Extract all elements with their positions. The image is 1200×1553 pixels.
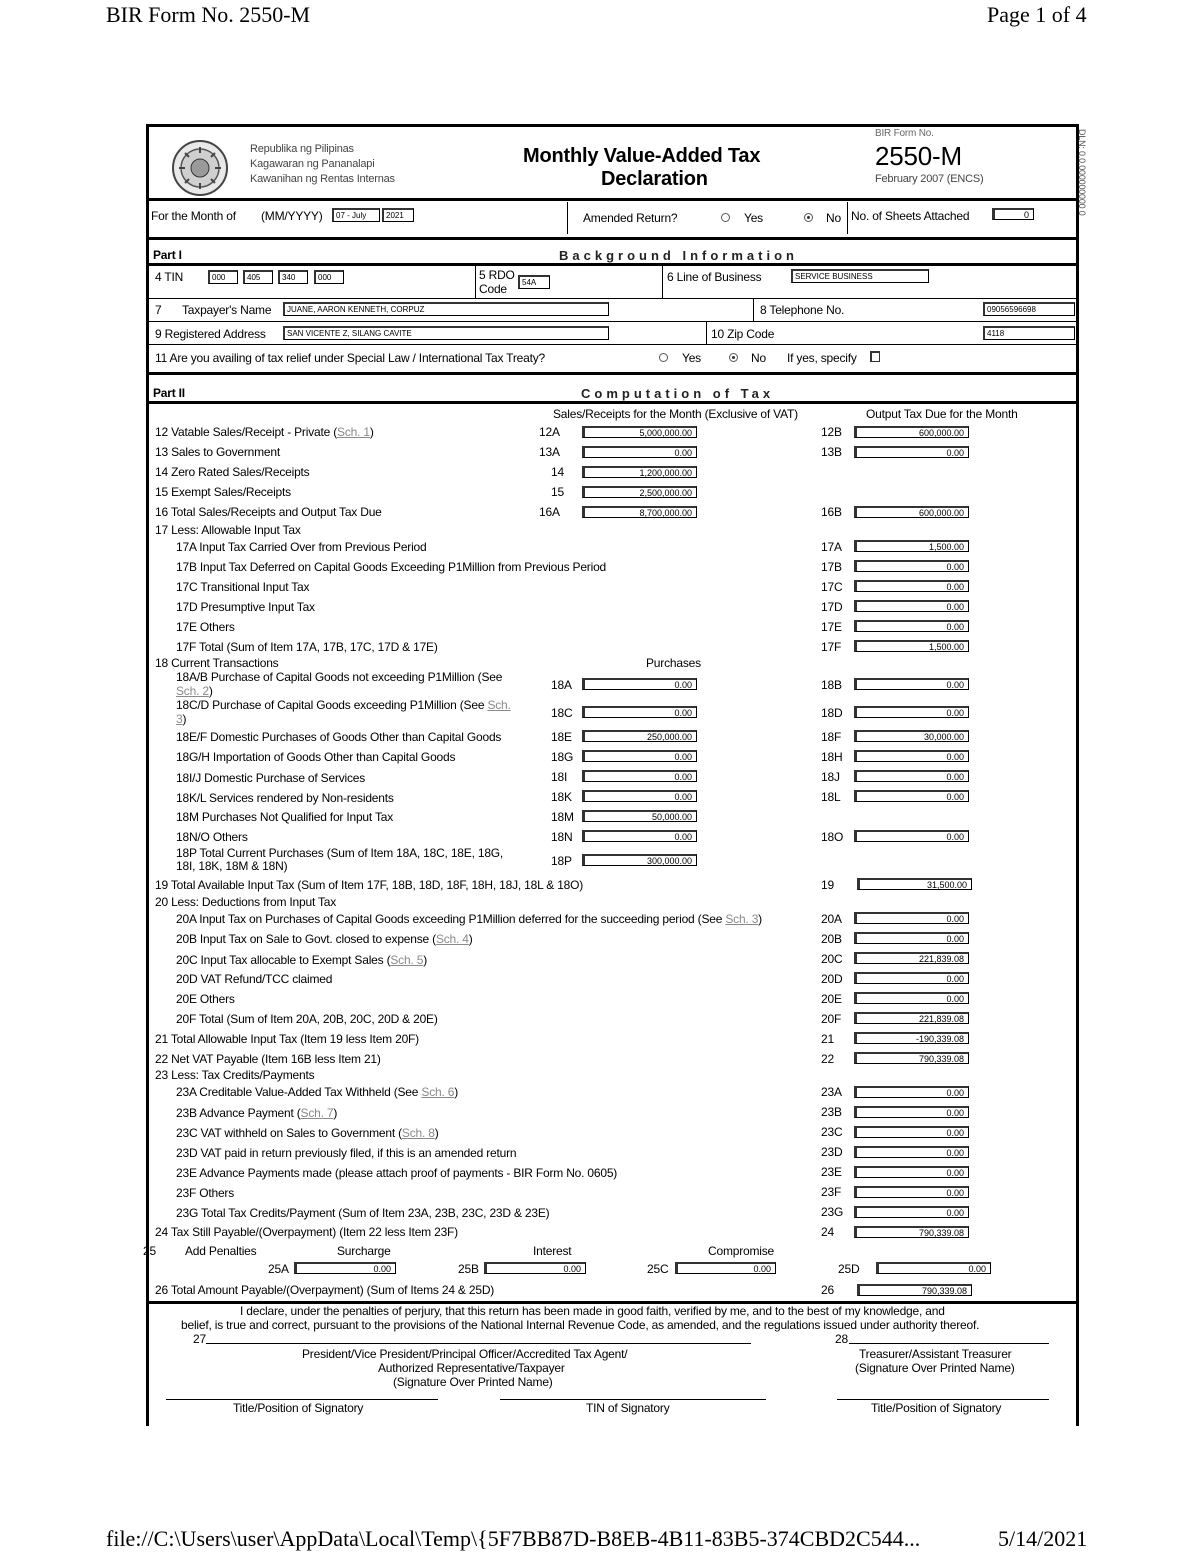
amount-field[interactable]: 0.00: [854, 1086, 969, 1098]
amount-field[interactable]: 50,000.00: [582, 810, 697, 822]
declaration-line-2: belief, is true and correct, pursuant to the provisions of the National Internal Revenue Code, as amended, and the regulations issued under authority thereof.: [181, 1318, 980, 1332]
line-26-label: 26 Total Amount Payable/(Overpayment) (Sum of Items 24 & 25D): [155, 1283, 495, 1297]
line-22-label: 22 Net VAT Payable (Item 16B less Item 21): [155, 1052, 381, 1066]
code: 23A: [821, 1085, 842, 1099]
code: 25A: [268, 1262, 289, 1276]
code: 17F: [821, 640, 842, 654]
taxpayer-name-field[interactable]: JUANE, AARON KENNETH, CORPUZ: [283, 302, 609, 316]
sch4-link[interactable]: Sch. 4: [435, 932, 469, 946]
page-footer-path: file://C:\Users\user\AppData\Local\Temp\{5F7BB87D-B8EB-4B11-83B5-374CBD2C544...: [106, 1526, 921, 1551]
col-output-header: Output Tax Due for the Month: [866, 407, 1018, 421]
amount-field[interactable]: 0.00: [854, 972, 969, 984]
form-number: 2550-M: [875, 141, 962, 171]
divider: [149, 401, 1076, 404]
code: 20E: [821, 992, 842, 1006]
line-of-business-label: 6 Line of Business: [667, 270, 762, 284]
line-18-label: 18 Current Transactions: [155, 656, 279, 670]
col-sales-header: Sales/Receipts for the Month (Exclusive of VAT): [553, 407, 798, 421]
amount-field[interactable]: 0.00: [582, 830, 697, 842]
amount-field[interactable]: 1,500.00: [854, 640, 969, 652]
code: 17E: [821, 620, 842, 634]
amount-field[interactable]: 0.00: [582, 446, 697, 458]
line-20c-label: 20C Input Tax allocable to Exempt Sales (Sch. 5): [176, 953, 427, 967]
code: 18B: [821, 678, 842, 692]
tin-part-2[interactable]: 405: [243, 270, 273, 284]
sch2-link[interactable]: Sch. 2: [176, 684, 209, 698]
line-18ef-label: 18E/F Domestic Purchases of Goods Other than Capital Goods: [176, 730, 502, 744]
code: 23D: [821, 1145, 843, 1159]
surcharge-field[interactable]: 0.00: [294, 1262, 396, 1274]
line-17c-label: 17C Transitional Input Tax: [176, 580, 310, 594]
year-field[interactable]: 2021: [382, 208, 414, 222]
line-18ab-label: 18A/B Purchase of Capital Goods not exceeding P1Million (See Sch. 2): [176, 670, 503, 698]
code: 12A: [539, 425, 560, 439]
code: 18F: [821, 730, 842, 744]
form-version: February 2007 (ENCS): [875, 173, 984, 185]
code: 18I: [551, 770, 568, 784]
amount-field[interactable]: 2,500,000.00: [582, 486, 697, 498]
sch3-link[interactable]: Sch. 3: [725, 912, 759, 926]
line-17-label: 17 Less: Allowable Input Tax: [155, 523, 301, 537]
amount-field[interactable]: 31,500.00: [857, 878, 972, 890]
line-17e-label: 17E Others: [176, 620, 235, 634]
name-number: 7: [155, 303, 162, 317]
signature-line: [206, 1343, 751, 1344]
amount-field[interactable]: 790,339.08: [854, 1052, 969, 1064]
line-21-label: 21 Total Allowable Input Tax (Item 19 less Item 20F): [155, 1032, 419, 1046]
line-23g-label: 23G Total Tax Credits/Payment (Sum of Item 23A, 23B, 23C, 23D & 23E): [176, 1206, 550, 1220]
part1-label: Part I: [153, 248, 182, 262]
declaration-line-1: I declare, under the penalties of perjury, that this return has been made in good faith, verified by me, and to the best of my knowledge, and: [240, 1304, 945, 1318]
month-field[interactable]: 07 - July: [332, 208, 380, 222]
code: 18P: [551, 854, 572, 868]
line-16-label: 16 Total Sales/Receipts and Output Tax Due: [155, 505, 382, 519]
sig-27-line-2: Authorized Representative/Taxpayer: [378, 1361, 565, 1375]
divider: [753, 299, 754, 321]
rdo-code-label: Code: [479, 282, 507, 296]
agency-line-3: Kawanihan ng Rentas Internas: [250, 173, 395, 185]
code: 26: [821, 1283, 834, 1297]
sch5-link[interactable]: Sch. 5: [390, 953, 424, 967]
compromise-header: Compromise: [708, 1244, 775, 1258]
code: 20A: [821, 912, 842, 926]
line-17f-label: 17F Total (Sum of Item 17A, 17B, 17C, 17D & 17E): [176, 640, 438, 654]
q11-specify-checkbox[interactable]: [870, 351, 880, 362]
code: 17B: [821, 560, 842, 574]
penalties-total-field[interactable]: 0.00: [876, 1262, 991, 1274]
line-of-business-field[interactable]: SERVICE BUSINESS: [791, 269, 929, 283]
zip-field[interactable]: 4118: [983, 326, 1075, 340]
sch3-link[interactable]: Sch.: [487, 698, 511, 712]
line-18p-label: 18P Total Current Purchases (Sum of Item 18A, 18C, 18E, 18G, 18I, 18K, 18M & 18N): [176, 846, 504, 873]
code: 15: [551, 485, 564, 499]
code: 18M: [551, 810, 574, 824]
sch3-link[interactable]: 3: [176, 712, 183, 726]
period-label: For the Month of: [151, 209, 236, 223]
divider: [706, 322, 707, 344]
amount-field[interactable]: 0.00: [854, 932, 969, 944]
interest-header: Interest: [533, 1244, 572, 1258]
code: 20F: [821, 1012, 842, 1026]
code: 18J: [821, 770, 840, 784]
code: 22: [821, 1052, 834, 1066]
code: 18E: [551, 730, 572, 744]
code: 23E: [821, 1165, 842, 1179]
signature-line: [166, 1399, 438, 1400]
sig-27-number: 27: [193, 1332, 206, 1346]
amount-field[interactable]: 1,500.00: [854, 540, 969, 552]
sheets-label: No. of Sheets Attached: [851, 209, 970, 223]
code: 18A: [551, 678, 572, 692]
signature-line: [500, 1399, 766, 1400]
amount-field[interactable]: 0.00: [854, 830, 969, 842]
code: 21: [821, 1032, 834, 1046]
page-header-form-ref: BIR Form No. 2550-M: [106, 2, 311, 27]
agency-line-2: Kagawaran ng Pananalapi: [250, 158, 375, 170]
amount-field[interactable]: 0.00: [582, 770, 697, 782]
amount-field[interactable]: 0.00: [854, 992, 969, 1004]
rdo-label: 5 RDO: [479, 268, 515, 282]
sch7-link[interactable]: Sch. 7: [300, 1106, 334, 1120]
line-18kl-label: 18K/L Services rendered by Non-residents: [176, 791, 394, 805]
line-23-label: 23 Less: Tax Credits/Payments: [155, 1068, 315, 1082]
amount-field[interactable]: 0.00: [854, 1206, 969, 1218]
divider: [149, 321, 1076, 322]
line-18gh-label: 18G/H Importation of Goods Other than Capital Goods: [176, 750, 456, 764]
amount-field[interactable]: 600,000.00: [854, 426, 969, 438]
amount-field[interactable]: 0.00: [854, 750, 969, 762]
code: 25B: [458, 1262, 479, 1276]
line-23e-label: 23E Advance Payments made (please attach proof of payments - BIR Form No. 0605): [176, 1166, 618, 1180]
code: 17D: [821, 600, 843, 614]
line-17b-label: 17B Input Tax Deferred on Capital Goods Exceeding P1Million from Previous Period: [176, 560, 607, 574]
amount-field[interactable]: 0.00: [854, 1146, 969, 1158]
sheets-field[interactable]: 0: [992, 208, 1034, 220]
line-20d-label: 20D VAT Refund/TCC claimed: [176, 972, 333, 986]
sig-27-line-1: President/Vice President/Principal Officer/Accredited Tax Agent/: [302, 1347, 628, 1361]
divider: [149, 198, 1076, 201]
tin-part-3[interactable]: 340: [278, 270, 308, 284]
amount-field[interactable]: 0.00: [854, 1106, 969, 1118]
code: 18L: [821, 790, 841, 804]
amount-field[interactable]: 0.00: [854, 560, 969, 572]
code: 18G: [551, 750, 574, 764]
amount-field[interactable]: 0.00: [582, 678, 697, 690]
form-title-line-2: Declaration: [601, 168, 708, 190]
period-format: (MM/YYYY): [261, 209, 323, 223]
sig-28-line-1: Treasurer/Assistant Treasurer: [859, 1347, 1012, 1361]
divider: [662, 266, 663, 298]
amount-field[interactable]: 5,000,000.00: [582, 426, 697, 438]
code: 23F: [821, 1185, 842, 1199]
divider: [847, 202, 848, 234]
amount-field[interactable]: 0.00: [854, 446, 969, 458]
code: 18K: [551, 790, 572, 804]
line-20e-label: 20E Others: [176, 992, 235, 1006]
code: 23G: [821, 1205, 844, 1219]
code: 16A: [539, 505, 560, 519]
line-17a-label: 17A Input Tax Carried Over from Previous Period: [176, 540, 427, 554]
code: 23B: [821, 1105, 842, 1119]
amount-field[interactable]: 250,000.00: [582, 730, 697, 742]
telephone-field[interactable]: 09056596698: [983, 302, 1075, 316]
tin-of-signatory: TIN of Signatory: [586, 1401, 670, 1415]
sig-27-line-3: (Signature Over Printed Name): [393, 1375, 553, 1389]
amount-field[interactable]: 1,200,000.00: [582, 466, 697, 478]
line-15-label: 15 Exempt Sales/Receipts: [155, 485, 291, 499]
line-20-label: 20 Less: Deductions from Input Tax: [155, 895, 337, 909]
code: 19: [821, 878, 834, 892]
amount-field[interactable]: 0.00: [854, 912, 969, 924]
amount-field[interactable]: 221,839.08: [854, 952, 969, 964]
line-12-label: 12 Vatable Sales/Receipt - Private (Sch. 1): [155, 425, 374, 439]
part2-label: Part II: [153, 386, 185, 400]
line-23d-label: 23D VAT paid in return previously filed, if this is an amended return: [176, 1146, 517, 1160]
dln-side-text: DLN: 0.0.000000000 0: [1077, 129, 1087, 216]
part2-title: Computation of Tax: [581, 386, 775, 401]
amount-field[interactable]: 0.00: [854, 1166, 969, 1178]
divider: [149, 372, 1076, 375]
address-field[interactable]: SAN VICENTE Z, SILANG CAVITE: [283, 326, 609, 340]
divider: [567, 202, 568, 234]
amount-field[interactable]: 0.00: [854, 770, 969, 782]
line-25-number: 25: [143, 1244, 156, 1258]
q11-no-label: No: [751, 351, 766, 365]
code: 24: [821, 1225, 834, 1239]
amended-yes-label: Yes: [744, 211, 763, 225]
tin-label: 4 TIN: [155, 270, 184, 284]
code: 20D: [821, 972, 843, 986]
amount-field[interactable]: 790,339.08: [857, 1284, 972, 1296]
code: 23C: [821, 1125, 843, 1139]
agency-line-1: Republika ng Pilipinas: [250, 143, 354, 155]
form-2550m: [143, 124, 1087, 1426]
compromise-field[interactable]: 0.00: [675, 1262, 776, 1274]
line-24-label: 24 Tax Still Payable/(Overpayment) (Item 22 less Item 23F): [155, 1225, 458, 1239]
bir-seal-icon: [171, 139, 229, 197]
line-20f-label: 20F Total (Sum of Item 20A, 20B, 20C, 20D & 20E): [176, 1012, 438, 1026]
form-no-label: BIR Form No.: [875, 128, 934, 139]
sig-28-line-2: (Signature Over Printed Name): [855, 1361, 1015, 1375]
surcharge-header: Surcharge: [337, 1244, 391, 1258]
code: 16B: [821, 505, 842, 519]
q11-yes-label: Yes: [682, 351, 701, 365]
zip-label: 10 Zip Code: [711, 327, 775, 341]
q11-specify-label: If yes, specify: [787, 351, 857, 365]
amount-field[interactable]: 0.00: [854, 790, 969, 802]
amount-field[interactable]: 0.00: [854, 580, 969, 592]
title-position-1: Title/Position of Signatory: [233, 1401, 364, 1415]
q11-text: 11 Are you availing of tax relief under Special Law / International Tax Treaty?: [155, 351, 545, 365]
code: 17A: [821, 540, 842, 554]
tin-part-4[interactable]: 000: [314, 270, 344, 284]
signature-line: [837, 1399, 1049, 1400]
divider: [475, 266, 476, 298]
code: 18H: [821, 750, 843, 764]
amount-field[interactable]: 0.00: [854, 600, 969, 612]
amount-field[interactable]: -190,339.08: [854, 1032, 969, 1044]
signature-line: [849, 1343, 1049, 1344]
line-18ij-label: 18I/J Domestic Purchase of Services: [176, 771, 366, 785]
amount-field[interactable]: 0.00: [582, 750, 697, 762]
line-19-label: 19 Total Available Input Tax (Sum of Item 17F, 18B, 18D, 18F, 18H, 18J, 18L & 18O): [155, 878, 584, 892]
amount-field[interactable]: 600,000.00: [854, 506, 969, 518]
amount-field[interactable]: 30,000.00: [854, 730, 969, 742]
amount-field[interactable]: 0.00: [854, 620, 969, 632]
form-title-line-1: Monthly Value-Added Tax: [523, 145, 761, 167]
tin-part-1[interactable]: 000: [208, 270, 238, 284]
amount-field[interactable]: 300,000.00: [582, 854, 697, 866]
line-18m-label: 18M Purchases Not Qualified for Input Tax: [176, 810, 394, 824]
line-13-label: 13 Sales to Government: [155, 445, 281, 459]
amended-yes-radio[interactable]: [721, 213, 730, 222]
line-23a-label: 23A Creditable Value-Added Tax Withheld (See Sch. 6): [176, 1085, 459, 1099]
sch8-link[interactable]: Sch. 8: [401, 1126, 435, 1140]
sch1-link[interactable]: Sch. 1: [337, 425, 370, 439]
sig-28-number: 28: [835, 1332, 848, 1346]
line-20a-label: 20A Input Tax on Purchases of Capital Goods exceeding P1Million deferred for the succeeding period (See Sch. 3): [176, 912, 762, 926]
code: 18N: [551, 830, 573, 844]
line-23b-label: 23B Advance Payment (Sch. 7): [176, 1106, 338, 1120]
interest-field[interactable]: 0.00: [484, 1262, 586, 1274]
code: 14: [551, 465, 564, 479]
code: 18D: [821, 706, 843, 720]
amount-field[interactable]: 0.00: [854, 1186, 969, 1198]
amended-no-label: No: [826, 211, 841, 225]
amount-field[interactable]: 0.00: [854, 1126, 969, 1138]
sch6-link[interactable]: Sch. 6: [421, 1085, 455, 1099]
page-header-page-number: Page 1 of 4: [987, 2, 1087, 27]
line-23f-label: 23F Others: [176, 1186, 235, 1200]
code: 25C: [647, 1262, 669, 1276]
amount-field[interactable]: 0.00: [854, 706, 969, 718]
amount-field[interactable]: 0.00: [854, 678, 969, 690]
code: 12B: [821, 425, 842, 439]
title-position-2: Title/Position of Signatory: [871, 1401, 1002, 1415]
amount-field[interactable]: 0.00: [582, 706, 697, 718]
line-14-label: 14 Zero Rated Sales/Receipts: [155, 465, 310, 479]
address-label: 9 Registered Address: [155, 327, 266, 341]
amount-field[interactable]: 221,839.08: [854, 1012, 969, 1024]
amended-label: Amended Return?: [583, 211, 678, 225]
purchases-header: Purchases: [646, 656, 701, 670]
amount-field[interactable]: 0.00: [582, 790, 697, 802]
line-17d-label: 17D Presumptive Input Tax: [176, 600, 315, 614]
amended-no-radio[interactable]: [804, 213, 813, 222]
code: 20C: [821, 952, 843, 966]
telephone-label: 8 Telephone No.: [760, 303, 845, 317]
code: 20B: [821, 932, 842, 946]
divider: [149, 263, 1076, 266]
line-25-label: Add Penalties: [185, 1244, 257, 1258]
code: 25D: [838, 1262, 860, 1276]
q11-yes-radio[interactable]: [659, 353, 668, 362]
divider: [149, 298, 1076, 299]
code: 13A: [539, 445, 560, 459]
taxpayer-name-label: Taxpayer's Name: [182, 303, 272, 317]
code: 17C: [821, 580, 843, 594]
rdo-field[interactable]: 54A: [518, 275, 550, 289]
amount-field[interactable]: 790,339.08: [854, 1226, 969, 1238]
code: 13B: [821, 445, 842, 459]
line-23c-label: 23C VAT withheld on Sales to Government (Sch. 8): [176, 1126, 439, 1140]
code: 18C: [551, 706, 573, 720]
q11-no-radio[interactable]: [729, 353, 738, 362]
divider: [149, 344, 1076, 345]
amount-field[interactable]: 8,700,000.00: [582, 506, 697, 518]
part1-title: Background Information: [559, 248, 798, 263]
line-20b-label: 20B Input Tax on Sale to Govt. closed to expense (Sch. 4): [176, 932, 473, 946]
page-footer-date: 5/14/2021: [998, 1526, 1088, 1551]
divider: [149, 237, 1076, 240]
line-18no-label: 18N/O Others: [176, 830, 248, 844]
code: 18O: [821, 830, 844, 844]
line-18cd-label: 18C/D Purchase of Capital Goods exceeding P1Million (See Sch. 3): [176, 698, 511, 726]
